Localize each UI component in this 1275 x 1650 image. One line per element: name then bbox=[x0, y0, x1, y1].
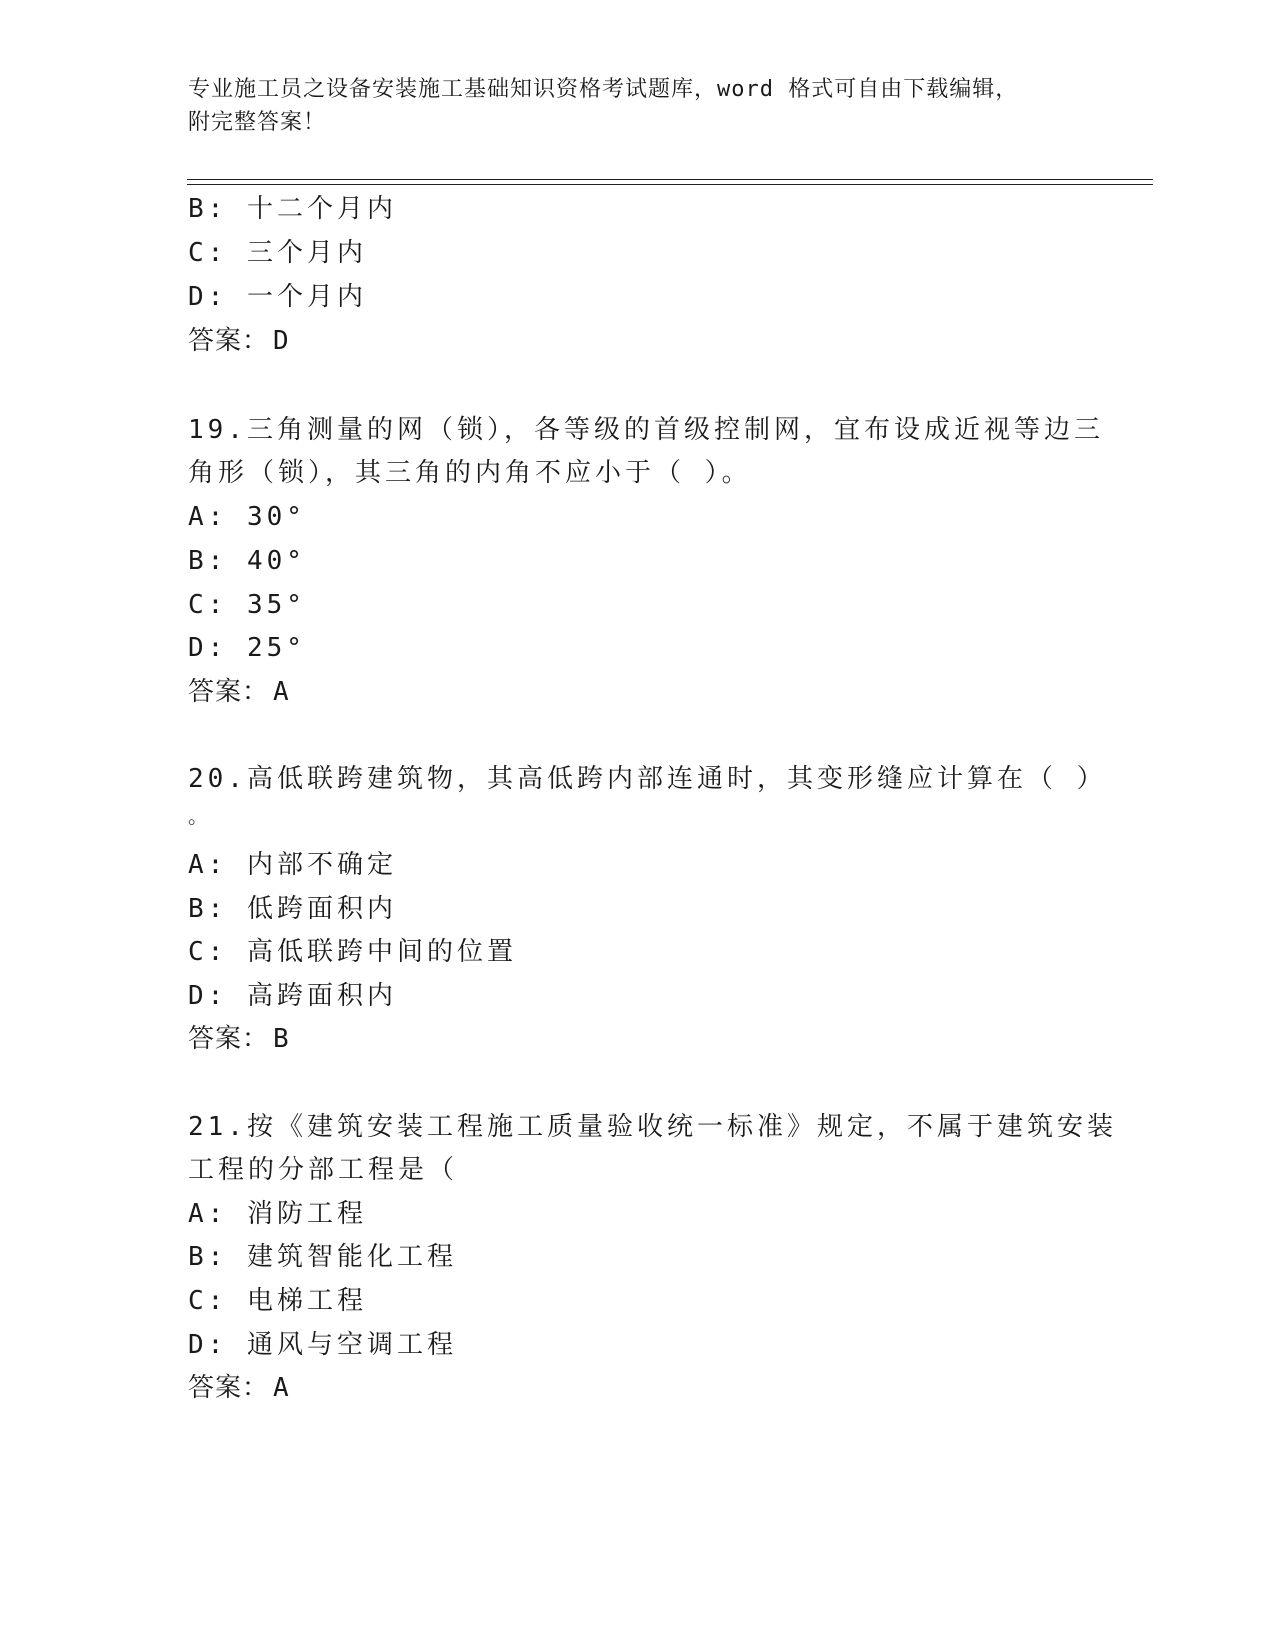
document-header bbox=[188, 73, 1088, 139]
q18-answer-label: 答案： bbox=[188, 326, 270, 356]
q20-option-d: D: 高跨面积内 bbox=[188, 981, 397, 1011]
q20-option-a: A: 内部不确定 bbox=[188, 850, 397, 880]
q21-stem-line-2: 工程的分部工程是（ bbox=[188, 1155, 459, 1185]
q20-answer bbox=[188, 1024, 289, 1054]
header-divider-bottom bbox=[187, 184, 1153, 185]
q19-option-c: C: 35° bbox=[188, 590, 306, 620]
q18-option-d: D: 一个月内 bbox=[188, 282, 367, 312]
q19-option-d: D: 25° bbox=[188, 633, 306, 663]
q21-answer-label: 答案： bbox=[188, 1373, 270, 1403]
q21-answer bbox=[188, 1373, 289, 1403]
q19-answer-value: A bbox=[273, 677, 289, 707]
q21-option-d: D: 通风与空调工程 bbox=[188, 1330, 457, 1360]
header-line-2: 附完整答案！ bbox=[188, 110, 327, 135]
q19-stem-line-1: 19.三角测量的网（锁），各等级的首级控制网，宜布设成近视等边三 bbox=[188, 415, 1104, 445]
q20-stem-line-1: 20.高低联跨建筑物，其高低跨内部连通时，其变形缝应计算在（ ） bbox=[188, 764, 1107, 794]
q19-answer bbox=[188, 677, 289, 707]
q21-answer-value: A bbox=[273, 1373, 289, 1403]
q18-answer-value: D bbox=[273, 326, 289, 356]
q21-option-c: C: 电梯工程 bbox=[188, 1286, 367, 1316]
q20-option-c: C: 高低联跨中间的位置 bbox=[188, 937, 517, 967]
q19-option-a: A: 30° bbox=[188, 502, 306, 532]
header-line-1: 专业施工员之设备安装施工基础知识资格考试题库，word 格式可自由下载编辑， bbox=[188, 77, 1019, 102]
q19-stem-line-2: 角形（锁），其三角的内角不应小于（ ）。 bbox=[188, 458, 752, 488]
q18-option-c: C: 三个月内 bbox=[188, 238, 367, 268]
q21-option-a: A: 消防工程 bbox=[188, 1199, 367, 1229]
q20-answer-value: B bbox=[273, 1024, 289, 1054]
header-divider-top bbox=[187, 179, 1153, 180]
q20-stem-line-2: 。 bbox=[188, 804, 208, 828]
q21-option-b: B: 建筑智能化工程 bbox=[188, 1242, 457, 1272]
q21-stem-line-1: 21.按《建筑安装工程施工质量验收统一标准》规定，不属于建筑安装 bbox=[188, 1112, 1117, 1142]
q19-answer-label: 答案： bbox=[188, 677, 270, 707]
q20-option-b: B: 低跨面积内 bbox=[188, 894, 397, 924]
q19-option-b: B: 40° bbox=[188, 546, 306, 576]
q18-answer bbox=[188, 326, 289, 356]
q20-answer-label: 答案： bbox=[188, 1024, 270, 1054]
q18-option-b: B: 十二个月内 bbox=[188, 194, 397, 224]
